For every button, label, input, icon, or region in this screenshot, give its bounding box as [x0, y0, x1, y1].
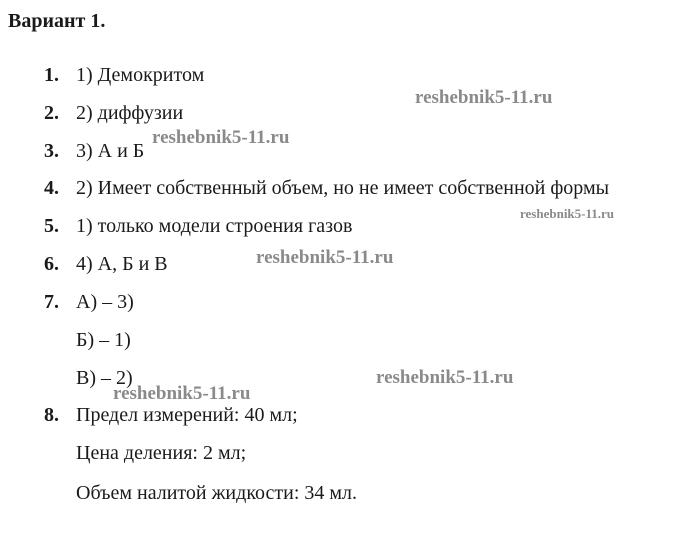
- answer-text: А) – 3): [76, 291, 134, 313]
- answer-number: 4.: [44, 177, 59, 199]
- answer-text: Предел измерений: 40 мл;: [76, 404, 298, 426]
- watermark: reshebnik5-11.ru: [152, 127, 290, 148]
- answer-text: 3) А и Б: [76, 140, 145, 162]
- variant-title: Вариант 1.: [8, 10, 106, 32]
- answer-text: 1) Демокритом: [76, 64, 205, 86]
- answer-text: 2) диффузии: [76, 102, 184, 124]
- answer-text: 1) только модели строения газов: [76, 215, 353, 237]
- answer-number: 6.: [44, 253, 59, 275]
- answer-text: 4) А, Б и В: [76, 253, 168, 275]
- answer-number: 2.: [44, 102, 59, 124]
- answer-text: 2) Имеет собственный объем, но не имеет собственной формы: [76, 177, 610, 199]
- watermark: reshebnik5-11.ru: [415, 87, 553, 108]
- answer-number: 5.: [44, 215, 59, 237]
- answer-text: Объем налитой жидкости: 34 мл.: [76, 482, 358, 504]
- watermark: reshebnik5-11.ru: [256, 247, 394, 268]
- answer-text: Цена деления: 2 мл;: [76, 442, 247, 464]
- watermark: reshebnik5-11.ru: [376, 367, 514, 388]
- answer-text: Б) – 1): [76, 329, 131, 351]
- watermark: reshebnik5-11.ru: [113, 383, 251, 404]
- answer-number: 8.: [44, 404, 59, 426]
- answer-number: 7.: [44, 291, 59, 313]
- answer-number: 1.: [44, 64, 59, 86]
- answer-number: 3.: [44, 140, 59, 162]
- answer-text: В) – 2): [76, 367, 133, 389]
- watermark: reshebnik5-11.ru: [520, 206, 615, 221]
